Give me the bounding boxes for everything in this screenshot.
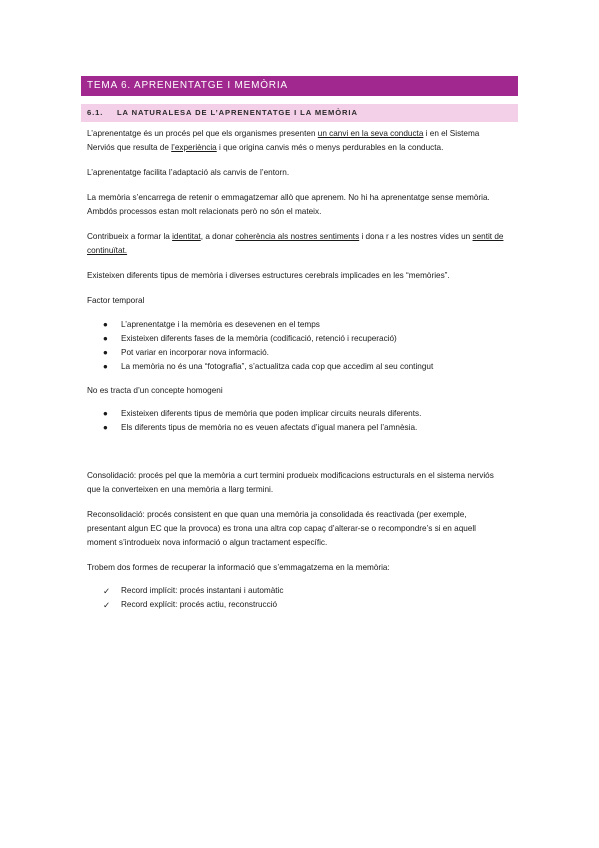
underlined-text: l’experiència bbox=[171, 143, 217, 152]
underlined-text: un canvi en la seva conducta bbox=[317, 129, 424, 138]
text-span: , a donar bbox=[200, 232, 236, 241]
text-span: L’aprenentatge és un procés pel que els organismes presenten bbox=[87, 129, 318, 138]
paragraph-aprenentatge-definition bbox=[87, 127, 507, 155]
paragraph-formes-recuperar: Trobem dos formes de recuperar la informació que s’emmagatzema en la memòria: bbox=[87, 563, 390, 572]
list-item-text: Existeixen diferents tipus de memòria que poden implicar circuits neurals diferents. bbox=[121, 409, 422, 418]
document-body bbox=[87, 127, 507, 612]
paragraph-adaptacio: L’aprenentatge facilita l’adaptació als canvis de l’entorn. bbox=[87, 168, 290, 177]
paragraph-tipus-memoria: Existeixen diferents tipus de memòria i diverses estructures cerebrals implicades en les “memòries”. bbox=[87, 271, 450, 280]
text-span: i en el Sistema Nerviós que resulta de bbox=[87, 129, 480, 152]
homogeni-heading: No es tracta d’un concepte homogeni bbox=[87, 386, 223, 395]
list-item-text: Record implícit: procés instantani i automàtic bbox=[121, 586, 284, 595]
text-span: Contribueix a formar la bbox=[87, 232, 173, 241]
paragraph-reconsolidacio: Reconsolidació: procés consistent en que quan una memòria ja consolidada és reactivada (per exemple, presentant algun EC que la provoca) es trona una altra cop capaç d’alterar-se o recompondre’s si en aquell moment s’introdueix nova informació o algun tractament específic. bbox=[87, 510, 476, 547]
chapter-title-bar bbox=[81, 76, 518, 96]
factor-temporal-heading: Factor temporal bbox=[87, 296, 145, 305]
list-item bbox=[87, 421, 507, 435]
bullet-icon: ● bbox=[103, 348, 108, 357]
list-item-text: Els diferents tipus de memòria no es veuen afectats d’igual manera pel l’amnèsia. bbox=[121, 423, 418, 432]
bullet-icon: ● bbox=[103, 334, 108, 343]
section-title-bar bbox=[81, 104, 518, 122]
paragraph-consolidacio: Consolidació: procés pel que la memòria a curt termini produeix modificacions estructurals en el sistema nerviós que la converteixen en una memòria a llarg termini. bbox=[87, 471, 494, 494]
list-item bbox=[87, 407, 507, 421]
paragraph-identitat bbox=[87, 230, 507, 258]
bullet-icon: ● bbox=[103, 423, 108, 432]
list-item bbox=[87, 332, 507, 346]
section-title: LA NATURALESA DE L’APRENENTATGE I LA MEMÒRIA bbox=[117, 108, 358, 117]
list-item bbox=[87, 360, 507, 374]
section-number: 6.1. bbox=[87, 108, 104, 117]
bullet-icon: ● bbox=[103, 409, 108, 418]
text-span: i que origina canvis més o menys perdurables en la conducta. bbox=[216, 143, 444, 152]
list-item-text: Existeixen diferents fases de la memòria (codificació, retenció i recuperació) bbox=[121, 334, 397, 343]
list-item bbox=[87, 346, 507, 360]
checkmark-icon: ✓ bbox=[103, 586, 111, 596]
bullet-icon: ● bbox=[103, 320, 108, 329]
chapter-title: TEMA 6. APRENENTATGE I MEMÒRIA bbox=[87, 80, 288, 91]
list-item-text: Record explícit: procés actiu, reconstrucció bbox=[121, 600, 278, 609]
list-item-text: Pot variar en incorporar nova informació. bbox=[121, 348, 269, 357]
list-item-text: L’aprenentatge i la memòria es desevenen en el temps bbox=[121, 320, 320, 329]
list-item bbox=[87, 584, 507, 598]
homogeni-list bbox=[87, 407, 507, 435]
record-list bbox=[87, 584, 507, 612]
underlined-text: coherència als nostres sentiments bbox=[235, 232, 360, 241]
paragraph-memoria-definition: La memòria s’encarrega de retenir o emmagatzemar allò que aprenem. No hi ha aprenentatge sense memòria. Ambdós processos estan molt relacionats però no són el mateix. bbox=[87, 193, 490, 216]
factor-temporal-list bbox=[87, 318, 507, 374]
list-item bbox=[87, 318, 507, 332]
text-span: i dona r a les nostres vides un bbox=[359, 232, 473, 241]
underlined-text: identitat bbox=[172, 232, 201, 241]
checkmark-icon: ✓ bbox=[103, 600, 111, 610]
underlined-text: sentit de continuïtat. bbox=[87, 232, 504, 255]
list-item bbox=[87, 598, 507, 612]
bullet-icon: ● bbox=[103, 362, 108, 371]
list-item-text: La memòria no és una “fotografia”, s’actualitza cada cop que accedim al seu contingut bbox=[121, 362, 434, 371]
